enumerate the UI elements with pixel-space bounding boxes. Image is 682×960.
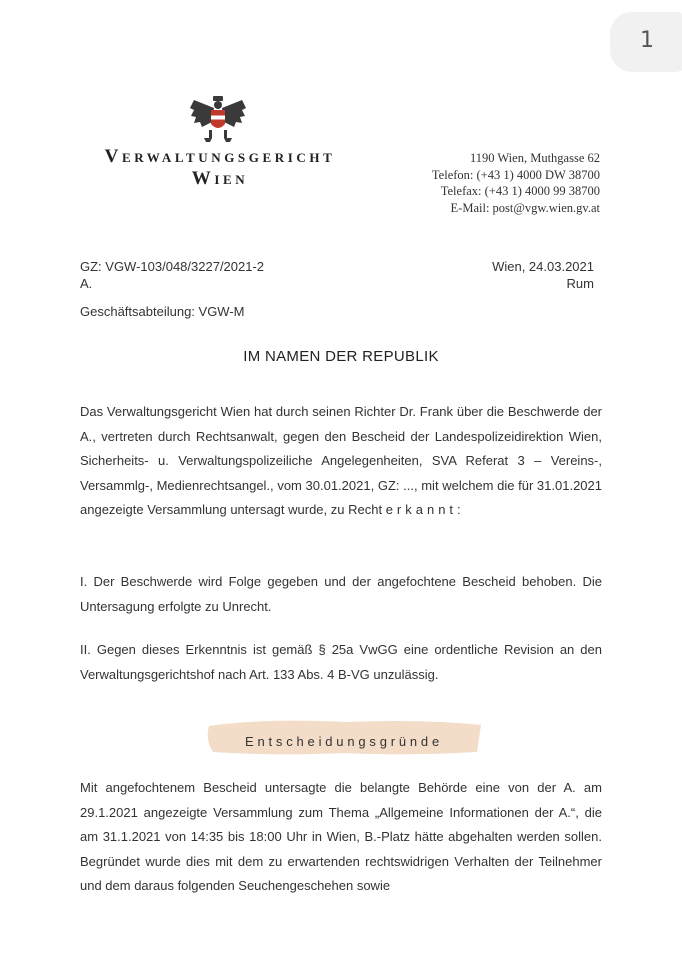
court-address <box>432 150 600 216</box>
address-phone: Telefon: (+43 1) 4000 DW 38700 <box>431 167 600 182</box>
court-name-line1: Verwaltungsgericht <box>104 146 336 167</box>
page-number: 1 <box>640 28 654 53</box>
ruling-point-2: II. Gegen dieses Erkenntnis ist gemäß § 25a VwGG eine ordentliche Revision an den Verwaltungsgerichtshof nach Art. 133 Abs. 4 B-VG unzulässig. <box>80 642 602 682</box>
case-reference <box>80 258 264 292</box>
section-heading-band <box>205 716 483 756</box>
intro-text: Das Verwaltungsgericht Wien hat durch seinen Richter Dr. Frank über die Beschwerde der A., vertreten durch Rechtsanwalt, gegen den Bescheid der Landespolizeidirektion Wien, Sicherheits- u. Verwaltungspolizeiliche Angelegenheiten, SVA Referat 3 – Vereins-, Versammlg-, Medienrechtsangel., vom 30.01.2021, GZ: ..., mit welchem die für 31.01.2021 angezeigte Versammlung untersagt wurde, zu Recht <box>80 404 602 517</box>
case-place-date: Wien, 24.03.2021 <box>492 259 594 274</box>
court-name <box>60 146 380 190</box>
page-number-badge <box>610 12 682 72</box>
case-initials: Rum <box>566 276 594 291</box>
court-name-line2: Wien <box>191 168 249 189</box>
coat-of-arms-icon <box>188 94 248 144</box>
reasons-paragraph: Mit angefochtenem Bescheid untersagte die belangte Behörde eine von der A. am 29.1.2021 angezeigte Versammlung zum Thema „Allgemeine Informationen der A.“, die am 31.1.2021 von 14:35 bis 18:00 Uhr in Wien, B.-Platz hätte abgehalten werden sollen. Begründet wurde dies mit dem zu erwartenden rechtswidrigen Verhalten der Teilnehmer und dem daraus folgenden Seuchengeschehen sowie <box>80 780 602 893</box>
department: Geschäftsabteilung: VGW-M <box>80 304 245 319</box>
address-street: 1190 Wien, Muthgasse 62 <box>469 151 600 165</box>
address-email: E-Mail: post@vgw.wien.gv.at <box>450 200 600 215</box>
document-heading: IM NAMEN DER REPUBLIK <box>243 348 439 365</box>
ruling-point-1: I. Der Beschwerde wird Folge gegeben und der angefochtene Bescheid behoben. Die Untersagung erfolgte zu Unrecht. <box>80 574 602 614</box>
case-number: GZ: VGW-103/048/3227/2021-2 <box>80 259 265 274</box>
section-title: Entscheidungsgründe <box>245 734 443 749</box>
case-party: A. <box>80 276 93 291</box>
intro-paragraph <box>80 400 602 523</box>
verdict-word: erkannt: <box>385 502 465 517</box>
address-fax: Telefax: (+43 1) 4000 99 38700 <box>440 184 600 198</box>
case-date-block <box>492 258 594 292</box>
